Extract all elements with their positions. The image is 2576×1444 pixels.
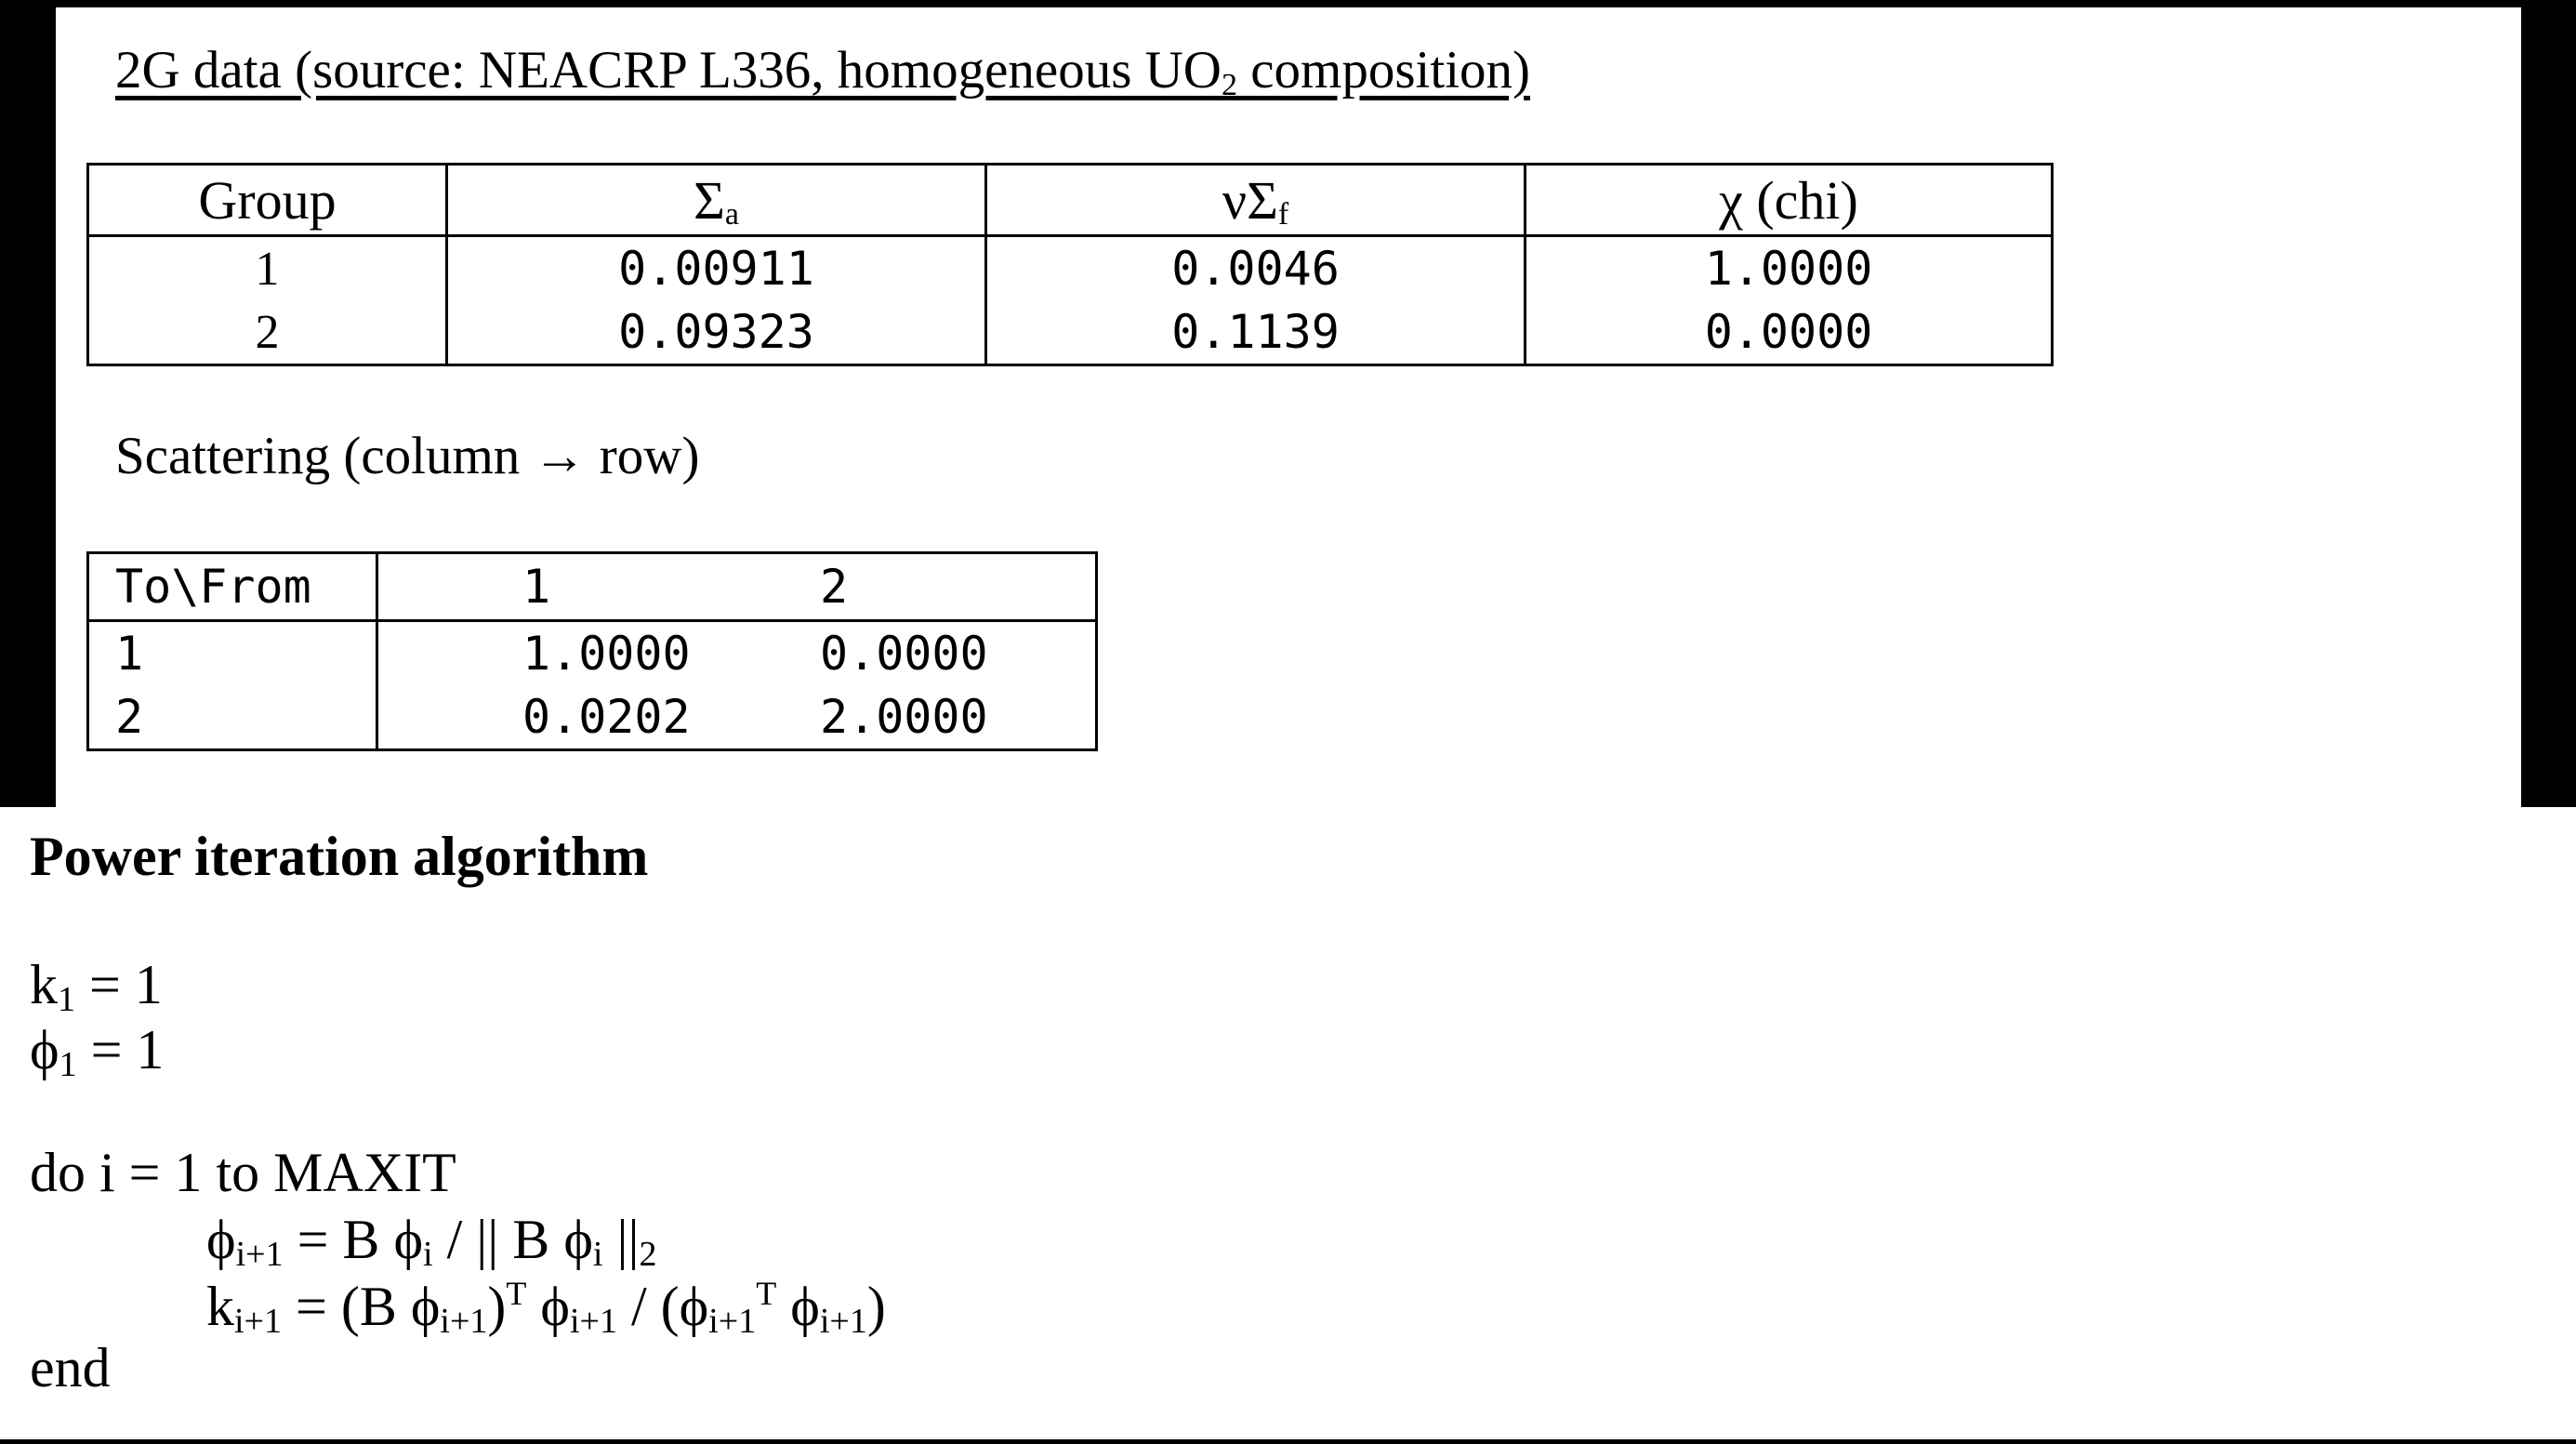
right-black-border (2521, 0, 2576, 807)
top-black-border (0, 0, 2576, 7)
header-chi: χ (chi) (1526, 165, 2053, 236)
chi-cell: 1.0000 (1526, 236, 2053, 301)
scattering-table (86, 551, 1098, 751)
scatter-value-cell: 0.0202 (522, 690, 691, 744)
group-cell: 2 (88, 300, 447, 365)
to-group-cell: 2 (88, 685, 377, 750)
chi-cell: 0.0000 (1526, 300, 2053, 365)
nu-sigma-f-cell: 0.1139 (986, 300, 1526, 365)
left-black-border (0, 0, 56, 807)
cross-section-header-row (88, 165, 2053, 236)
group-cell: 1 (88, 236, 447, 301)
scatter-value-cell: 1.0000 (522, 627, 691, 681)
header-sigma-a: $\Sigma_a$ (447, 165, 986, 236)
nu-sigma-f-cell: 0.0046 (986, 236, 1526, 301)
header-from-2: 2 (820, 553, 1097, 621)
header-nu-sigma-f: $\nu\Sigma_f$ (986, 165, 1526, 236)
header-to-from: To\From (88, 553, 377, 621)
k-update-line: $k_{i+1} = (B$ $\phi_{i+1})^T$ $\phi_{i+1} / (\phi_{i+1}^T$ $\phi_{i+1}$) (206, 1275, 886, 1341)
algorithm-title: Power iteration algorithm (30, 826, 649, 887)
scattering-heading: Scattering (column → row) (115, 427, 700, 485)
loop-start-line: do i = 1 to MAXIT (30, 1142, 456, 1203)
table-row (88, 236, 2053, 301)
cross-section-table (86, 163, 2054, 366)
phi-init-line: $\phi_1 = 1$ (30, 1019, 165, 1084)
header-group: Group (88, 165, 447, 236)
sigma-a-cell: 0.09323 (447, 300, 986, 365)
header-from-1: 1 (377, 553, 821, 621)
table-row (88, 300, 2053, 365)
k-init-line: $k_1 = 1$ (30, 954, 163, 1019)
table-row (88, 685, 1097, 750)
scatter-value-cell: 0.0000 (820, 627, 988, 681)
data-source-heading: 2G data (source: NEACRP L336, homogeneous $UO_2$ composition) (115, 41, 1531, 102)
table-row (88, 621, 1097, 686)
to-group-cell: 1 (88, 621, 377, 686)
scattering-header-row (88, 553, 1097, 621)
phi-update-line: $\phi_{i+1} = B$ $\phi_i$ / || B $\phi_i$ $||_2$ (206, 1209, 657, 1274)
loop-end-line: end (30, 1337, 111, 1398)
scatter-value-cell: 2.0000 (820, 690, 988, 744)
sigma-a-cell: 0.00911 (447, 236, 986, 301)
bottom-black-border (0, 1439, 2576, 1444)
